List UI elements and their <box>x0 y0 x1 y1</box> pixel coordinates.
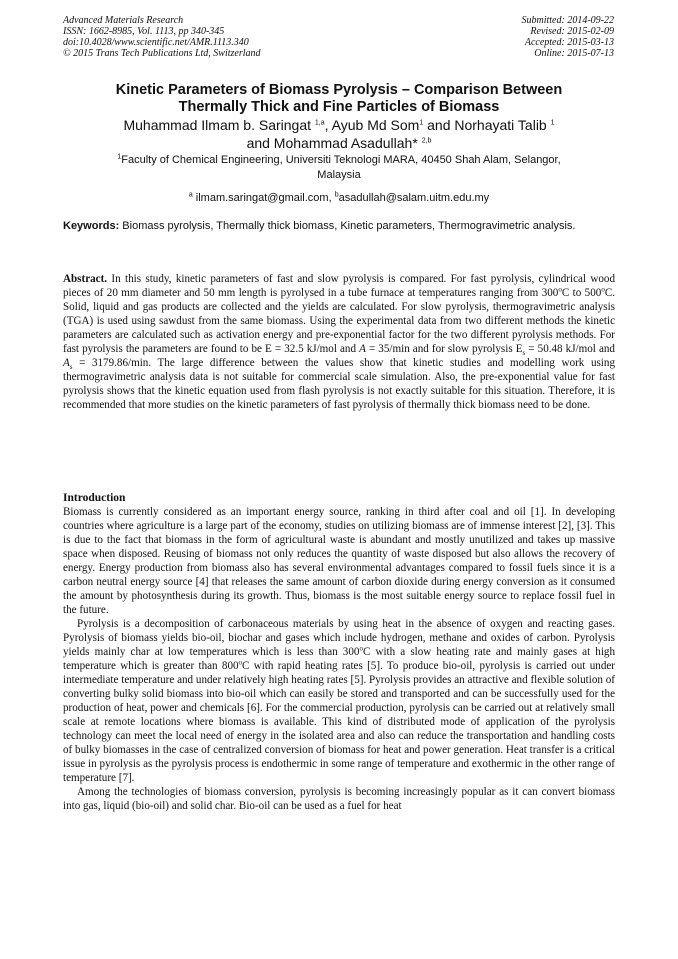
journal-name: Advanced Materials Research <box>63 15 184 26</box>
email-a[interactable]: ilmam.saringat@gmail.com, <box>192 192 335 204</box>
keywords-label: Keywords: <box>63 220 120 232</box>
abstract-text-4: = 35/min and for slow pyrolysis E <box>365 343 523 355</box>
abstract-text-3: C. Solid, liquid and gas products are collected and the yields are calculated. For slow pyrolysis, thermogravimetric analysis (TGA) is used using sawdust from the same biomass. Using the experimental data from two different methods the kinetic parameters are calculated such as activation energy and pre-exponential factor for the two different pyrolysis methods. For fast pyrolysis the parameters are found to be E = 32.5 kJ/mol and <box>63 287 616 355</box>
affiliation-line-2: Malaysia <box>317 169 361 181</box>
title-line-1: Kinetic Parameters of Biomass Pyrolysis – Comparison Between <box>115 82 563 98</box>
email-addresses <box>63 191 615 205</box>
email-b[interactable]: asadullah@salam.uitm.edu.my <box>338 192 490 204</box>
abstract-text-1: In this study, kinetic parameters of fast and slow pyrolysis is compared. For fast pyrolysis, cylindrical wood pieces of 20 mm diameter and 50 mm length is pyrolysed in a tube furnace at temperatures ranging from 300 <box>63 273 615 299</box>
keywords <box>63 219 615 234</box>
issn-line: ISSN: 1662-8985, Vol. 1113, pp 340-345 <box>63 26 225 37</box>
author-line-2 <box>63 134 615 152</box>
paragraph-3: Among the technologies of biomass conversion, pyrolysis is becoming increasingly popular as it can convert biomass into gas, liquid (bio-oil) and solid char. Bio-oil can be used as a fuel for heat <box>63 786 615 812</box>
author-3-sup: 1 <box>550 119 555 127</box>
author-4: and Mohammad Asadullah* <box>246 135 418 151</box>
online-date: Online: 2015-07-13 <box>534 48 614 59</box>
journal-info <box>63 15 261 59</box>
author-4-sup: 2,b <box>421 137 432 145</box>
accepted-date: Accepted: 2015-03-13 <box>524 37 614 48</box>
degree-sup: o <box>359 644 363 653</box>
abstract-label: Abstract. <box>63 273 108 285</box>
author-1-sup: 1,a <box>314 119 325 127</box>
abstract-text-5: = 50.48 kJ/mol and <box>525 343 615 355</box>
affiliation-sup: 1 <box>117 153 122 161</box>
subscript-s: s <box>69 363 73 372</box>
degree-sup: o <box>601 285 605 294</box>
keywords-text: Biomass pyrolysis, Thermally thick biomass, Kinetic parameters, Thermogravimetric analysis. <box>119 220 576 232</box>
copyright-line: © 2015 Trans Tech Publications Ltd, Switzerland <box>63 48 261 59</box>
author-list <box>63 116 615 152</box>
email-a-sup: a <box>188 191 193 199</box>
introduction-body <box>63 505 615 813</box>
paragraph-1: Biomass is currently considered as an important energy source, ranking in third after coal and oil [1]. In developing countries where agriculture is a large part of the economy, studies on utilizing biomass are of immense interest [2], [3]. This is due to the fact that biomass in the form of agricultural waste is abundant and mostly unutilized and takes up massive space when disposed. Reusing of biomass not only reduces the quantity of waste disposed but also allows the recovery of energy. Energy production from biomass also has several environmental advantages compared to fossil fuels since it is a carbon neutral energy source [4] that releases the same amount of carbon dioxide during energy conversion as it consumed the amount by photosynthesis during its growth. Thus, biomass is the most suitable energy source to replace fossil fuel in the future. <box>63 506 615 616</box>
submission-dates <box>522 15 615 59</box>
degree-sup: o <box>558 285 562 294</box>
paper-title <box>63 82 615 116</box>
affiliation-line-1 <box>63 153 615 168</box>
paragraph-2 <box>63 617 615 785</box>
symbol-a: A <box>63 357 70 369</box>
author-1: Muhammad Ilmam b. Saringat <box>123 117 312 133</box>
subscript-s: s <box>522 349 526 358</box>
revised-date: Revised: 2015-02-09 <box>530 26 614 37</box>
paragraph-2-part-c: C with rapid heating rates [5]. To produce bio-oil, pyrolysis is carried out under intermediate temperature and under relatively high heating rates [5]. Pyrolysis provides an attractive and flexible solution of converting bulky solid biomass into bio-oil which can easily be stored and transported and can be successfully used for the production of heat, power and chemicals [6]. For the commercial production, pyrolysis can be carried out at relatively small scale at remote locations where biomass is available. This kind of distributed mode of application of the pyrolysis technology can meet the local need of energy in the isolated area and also can reduce the transportation and handling costs of bulky biomasses in the case of centralized conversion of biomass for heat and power generation. Heat transfer is a critical issue in pyrolysis as the pyrolysis process is endothermic in some range of temperature and exothermic in the other range of temperature [7]. <box>63 660 615 784</box>
title-line-2: Thermally Thick and Fine Particles of Biomass <box>178 99 500 115</box>
section-heading-introduction: Introduction <box>63 492 126 504</box>
author-3: and Norhayati Talib <box>423 117 547 133</box>
author-2: , Ayub Md Som <box>324 117 420 133</box>
abstract <box>63 272 615 412</box>
affiliation-text: Faculty of Chemical Engineering, Universiti Teknologi MARA, 40450 Shah Alam, Selangor, <box>121 154 561 166</box>
abstract-text-6: = 3179.86/min. The large difference between the values show that kinetic studies and modelling work using thermogravimetric analysis data is not suitable for commercial scale simulation. Also, the pre-exponential value for fast pyrolysis shows that the kinetic equation used from flash pyrolysis is not exactly suitable for this situation. Therefore, it is recommended that more studies on the kinetic parameters of fast pyrolysis of thermally thick biomass need to be done. <box>63 357 615 411</box>
author-2-sup: 1 <box>419 119 424 127</box>
abstract-text-2: C to 500 <box>561 287 602 299</box>
submitted-date: Submitted: 2014-09-22 <box>521 15 614 26</box>
symbol-a: A <box>359 343 366 355</box>
doi-line: doi:10.4028/www.scientific.net/AMR.1113.340 <box>63 37 249 48</box>
author-line-1 <box>63 116 615 134</box>
paragraph-2-part-a: Pyrolysis is a decomposition of carbonaceous materials by using heat in the absence of oxygen and reacting gases. Pyrolysis of biomass yields bio-oil, biochar and gases which include hydrogen, methane and oxides of carbon. Pyrolysis yields mainly char at low temperatures which is less than 300 <box>63 618 615 658</box>
affiliation <box>63 153 615 183</box>
paragraph-2-part-b: C with a slow heating rate and mainly gases at high temperature which is greater than 800 <box>63 646 616 672</box>
email-b-sup: b <box>334 191 339 199</box>
degree-sup: o <box>238 658 243 667</box>
